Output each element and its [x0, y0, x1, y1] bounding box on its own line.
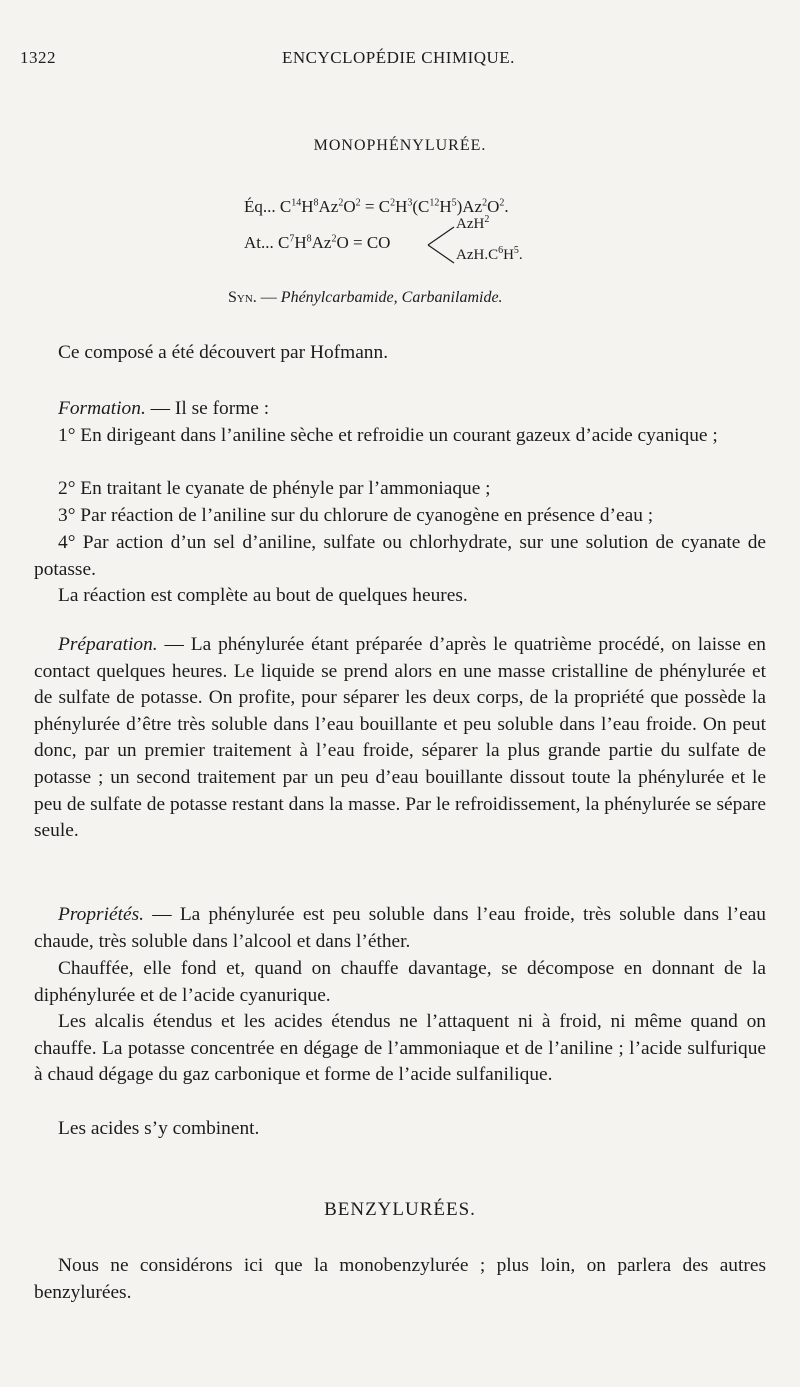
at-co: CO [366, 233, 391, 252]
formation-item-1: 1° En dirigeant dans l’aniline sèche et refroidie un courant gazeux d’acide cyanique ; [58, 425, 718, 446]
at-formula [244, 233, 390, 253]
eq-formula [244, 197, 509, 217]
formation-heading: Formation. [58, 398, 146, 419]
section-title-monophenyluree: MONOPHÉNYLURÉE. [313, 137, 487, 154]
at-label: At... [244, 233, 274, 252]
formation-item-3: 3° Par réaction de l’aniline sur du chlorure de cyanogène en présence d’eau ; [58, 505, 654, 526]
section-title-benzylurees: BENZYLURÉES. [324, 1199, 476, 1220]
eq-label: Éq... [244, 197, 276, 216]
at-branch-top: AzH$^2$ [456, 214, 490, 232]
formation-item-2: 2° En traitant le cyanate de phényle par l’ammoniaque ; [58, 478, 491, 499]
formation-heading-line [34, 396, 766, 423]
properties-paragraph-3: Les alcalis étendus et les acides étendus ne l’attaquent ni à froid, ni même quand on chauffe. La potasse concentrée en dégage de l’ammoniaque et de l’aniline ; l’acide sulfurique à chaud dégage du gaz carbonique et forme de l’acide sulfanilique. [34, 1011, 766, 1086]
formation-end: La réaction est complète au bout de quelques heures. [58, 585, 468, 606]
eq-formula-right: $C^2H^3(C^{12}H^5)Az^2O^2$. [378, 197, 509, 216]
equals-sign: = [364, 197, 379, 216]
formation-lead: — Il se forme : [150, 398, 270, 419]
preparation-heading: Préparation. [58, 634, 158, 655]
eq-formula-left: $C^{14}H^8Az^2O^2$ [279, 197, 361, 216]
at-formula-left: $C^7H^8Az^2O$ [278, 233, 349, 252]
syn-label: Syn. [228, 289, 257, 306]
synonyms-line [228, 289, 503, 307]
running-title: ENCYCLOPÉDIE CHIMIQUE. [282, 48, 515, 67]
equals-sign: = [352, 233, 367, 252]
page-number: 1322 [20, 48, 56, 67]
benzylurees-paragraph: Nous ne considérons ici que la monobenzylurée ; plus loin, on parlera des autres benzylurées. [34, 1255, 766, 1303]
at-branch-bottom: $AzH.C^6H^5$. [456, 245, 523, 263]
properties-text: — La phénylurée est peu soluble dans l’eau froide, très soluble dans l’eau chaude, très soluble dans l’alcool et dans l’éther. [34, 904, 766, 952]
syn-text: Phénylcarbamide, Carbanilamide. [280, 289, 503, 306]
properties-paragraph-4: Les acides s’y combinent. [58, 1118, 260, 1139]
formation-item-4: 4° Par action d’un sel d’aniline, sulfate ou chlorhydrate, sur une solution de cyanate de potasse. [34, 532, 766, 580]
properties-paragraph-2: Chauffée, elle fond et, quand on chauffe davantage, se décompose en donnant de la diphénylurée et de l’acide cyanurique. [34, 958, 766, 1006]
preparation-text: — La phénylurée étant préparée d’après le quatrième procédé, on laisse en contact quelques heures. Le liquide se prend alors en une masse cristalline de phénylurée et de sulfate de potasse. On profite, pour séparer les deux corps, de la propriété que possède la phénylurée d’être très soluble dans l’eau bouillante et peu soluble dans l’eau froide. On peut donc, par un premier traitement à l’eau froide, séparer la plus grande partie du sulfate de potasse ; un second traitement par un peu d’eau bouillante dissout toute la phénylurée et le peu de sulfate de potasse restant dans la masse. Par le refroidissement, la phénylurée se sépare seule. [34, 634, 766, 842]
preparation-paragraph [34, 632, 766, 845]
dash: — [260, 289, 281, 306]
properties-heading: Propriétés. [58, 904, 144, 925]
properties-paragraph [34, 902, 766, 955]
intro-paragraph: Ce composé a été découvert par Hofmann. [58, 342, 389, 363]
